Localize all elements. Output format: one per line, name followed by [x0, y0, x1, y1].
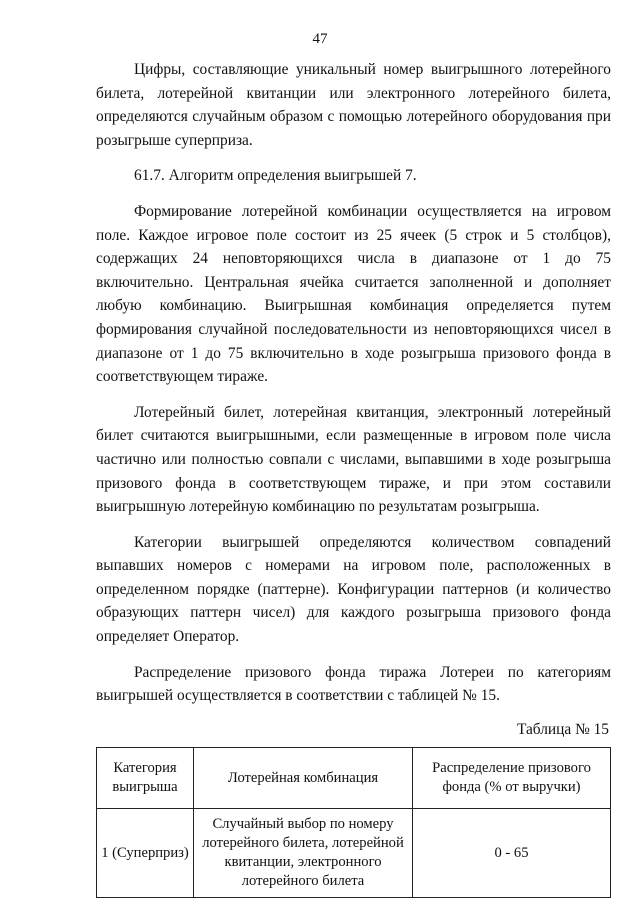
table-cell-category: 1 (Суперприз)	[97, 809, 194, 898]
paragraph: Категории выигрышей определяются количеством совпадений выпавших номеров с номерами на игровом поле, расположенных в определенном порядке (паттерне). Конфигурации паттернов (и количество образующих паттерн чисел) для каждого розыгрыша призового фонда определяет Оператор.	[96, 533, 611, 646]
paragraph: Лотерейный билет, лотерейная квитанция, электронный лотерейный билет считаются выигрышными, если размещенные в игровом поле числа частично или полностью совпали с числами, выпавшими в ходе розыгрыша призового фонда в соответствующем тираже, и при этом составили выигрышную лотерейную комбинацию по результатам розыгрыша.	[96, 403, 611, 516]
column-header-combination: Лотерейная комбинация	[194, 748, 413, 809]
paragraph: Формирование лотерейной комбинации осуществляется на игровом поле. Каждое игровое поле состоит из 25 ячеек (5 строк и 5 столбцов), содержащих 24 неповторяющихся числа в диапазоне от 1 до 75 включительно. Центральная ячейка считается заполненной и дополняет любую комбинацию. Выигрышная комбинация определяется путем формирования случайной последовательности из неповторяющихся чисел в диапазоне от 1 до 75 включительно в ходе розыгрыша призового фонда в соответствующем тираже.	[96, 202, 611, 386]
table-cell-combination: Случайный выбор по номеру лотерейного билета, лотерейной квитанции, электронного лотерейного билета	[194, 809, 413, 898]
column-header-category: Категория выигрыша	[97, 748, 194, 809]
prize-distribution-table	[96, 747, 611, 898]
section-heading: 61.7. Алгоритм определения выигрышей 7.	[134, 167, 417, 185]
paragraph: Распределение призового фонда тиража Лотереи по категориям выигрышей осуществляется в соответствии с таблицей № 15.	[96, 663, 611, 705]
document-body	[96, 58, 611, 898]
column-header-distribution: Распределение призового фонда (% от выручки)	[413, 748, 611, 809]
table-header-row	[97, 748, 611, 809]
table-cell-distribution: 0 - 65	[413, 809, 611, 898]
page-number: 47	[312, 31, 328, 47]
table-caption: Таблица № 15	[516, 720, 609, 738]
table-row	[97, 809, 611, 898]
paragraph: Цифры, составляющие уникальный номер выигрышного лотерейного билета, лотерейной квитанции или электронного лотерейного билета, определяются случайным образом с помощью лотерейного оборудования при розыгрыше суперприза.	[96, 61, 611, 149]
